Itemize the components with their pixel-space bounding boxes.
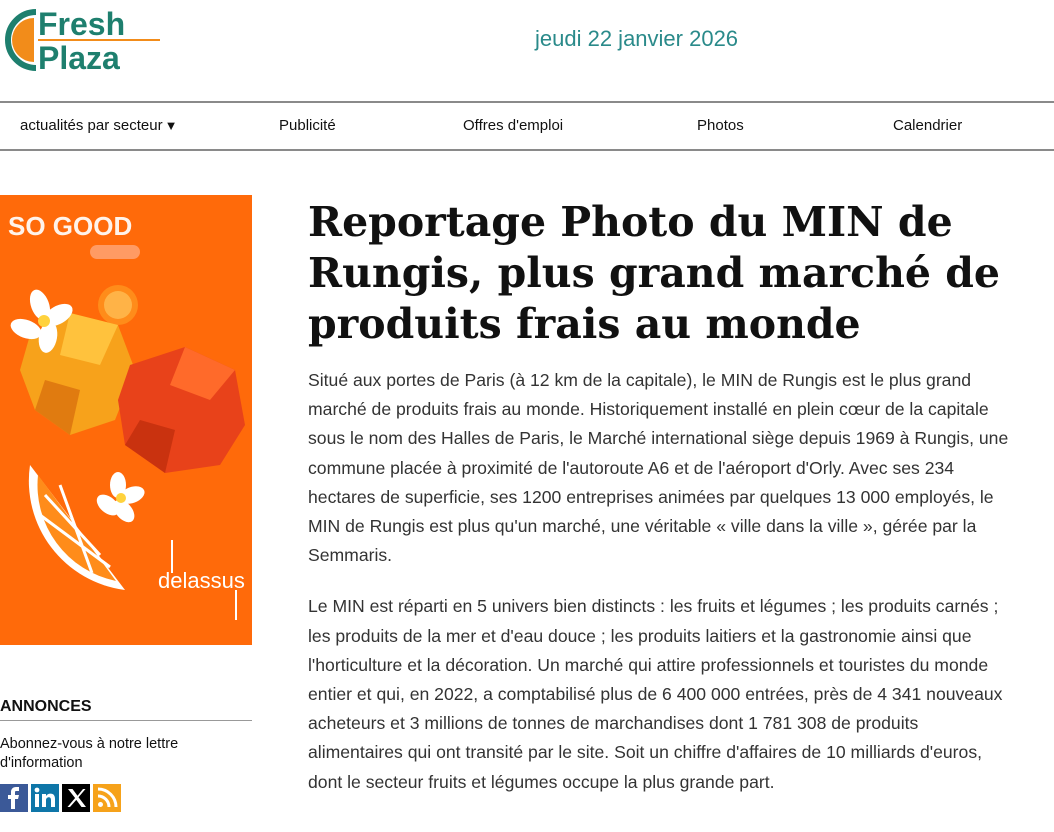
logo-text-plaza: Plaza — [38, 40, 120, 74]
nav-item-photos[interactable]: Photos — [697, 117, 744, 134]
linkedin-icon[interactable] — [31, 784, 59, 812]
site-header — [0, 0, 1054, 101]
logo-graphic — [2, 4, 162, 74]
current-date: jeudi 22 janvier 2026 — [535, 26, 739, 51]
dropdown-triangle-icon: ▼ — [164, 118, 178, 133]
ad-brand-name: delassus — [158, 568, 245, 593]
article-body — [308, 366, 1012, 819]
social-links — [0, 784, 121, 812]
logo-text-fresh: Fresh — [38, 6, 126, 42]
nav-item-sectors[interactable] — [20, 117, 177, 134]
advertisement-banner[interactable] — [0, 195, 252, 645]
x-twitter-icon[interactable] — [62, 784, 90, 812]
article-paragraph: Situé aux portes de Paris (à 12 km de la capitale), le MIN de Rungis est le plus grand marché de produits frais au monde. Historiquement installé en plein cœur de la capitale sous le nom des Halles de Paris, le Marché international siège depuis 1969 à Rungis, une commune placée à proximité de l'autoroute A6 et de l'aéroport d'Orly. Avec ses 234 hectares de superficie, ses 1200 entreprises animées par quelques 13 000 employés, le MIN de Rungis est plus qu'un marché, une véritable « ville dans la ville », gérée par la Semmaris. — [308, 370, 1009, 566]
newsletter-signup-link[interactable]: Abonnez-vous à notre lettre d'information — [0, 736, 179, 771]
nav-item-advertising[interactable]: Publicité — [279, 117, 336, 134]
announcements-heading: ANNONCES — [0, 698, 252, 721]
nav-item-label: actualités par secteur — [20, 117, 163, 134]
freshplaza-logo[interactable] — [2, 4, 162, 74]
facebook-icon[interactable] — [0, 784, 28, 812]
article-title: Reportage Photo du MIN de Rungis, plus grand marché de produits frais au monde — [308, 198, 1000, 348]
ad-artwork — [0, 195, 252, 645]
ad-headline: SO GOOD — [8, 211, 133, 241]
main-navigation — [0, 101, 1054, 151]
nav-item-calendar[interactable]: Calendrier — [893, 117, 963, 134]
rss-icon[interactable] — [93, 784, 121, 812]
nav-item-jobs[interactable]: Offres d'emploi — [463, 117, 564, 134]
article-paragraph: Le MIN est réparti en 5 univers bien distincts : les fruits et légumes ; les produits carnés ; les produits de la mer et d'eau douce ; les produits laitiers et la gastronomie ainsi que l'horticulture et la décoration. Un marché qui attire professionnels et touristes du monde entier et qui, en 2022, a comptabilisé plus de 6 400 000 entrées, près de 4 341 nouveaux acheteurs et 3 millions de tonnes de marchandises dont 1 781 308 de produits alimentaires qui ont transité par le site. Soit un chiffre d'affaires de 10 milliards d'euros, dont le secteur fruits et légumes occupe la plus grande part. — [308, 596, 1003, 792]
